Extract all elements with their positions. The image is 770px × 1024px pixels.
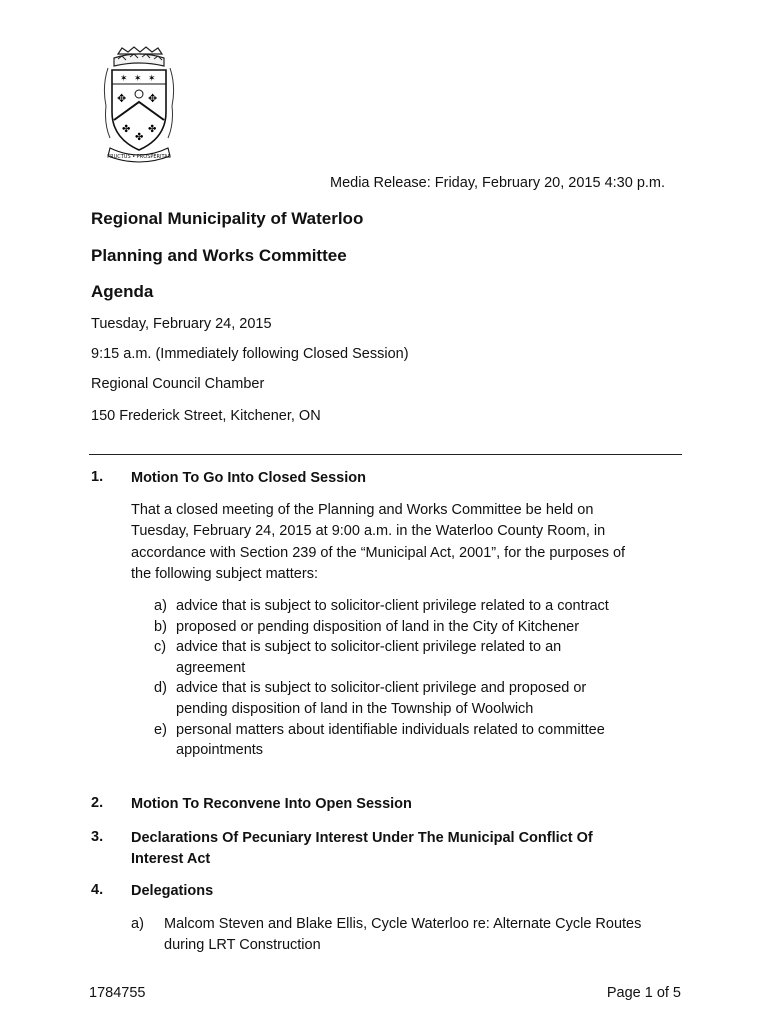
- list-item-text: advice that is subject to solicitor-client privilege related to an agreement: [176, 639, 562, 676]
- media-release-line: Media Release: Friday, February 20, 2015 4:30 p.m.: [330, 175, 666, 191]
- svg-text:✥: ✥: [148, 92, 158, 105]
- item-heading: Motion To Reconvene Into Open Session: [131, 796, 412, 812]
- svg-text:✤: ✤: [148, 124, 157, 135]
- delegation-item: [131, 914, 651, 956]
- svg-text:✶: ✶: [134, 74, 142, 84]
- document-type-title: Agenda: [91, 282, 154, 301]
- list-item-label: a): [154, 598, 167, 614]
- list-item-text: advice that is subject to solicitor-client privilege and proposed or pending disposition of land in the Township of Woolwich: [176, 680, 587, 717]
- item-number: 1.: [91, 469, 104, 485]
- item-heading: Delegations: [131, 883, 214, 899]
- section-divider: [89, 454, 682, 455]
- list-item: [154, 678, 624, 719]
- meeting-location: Regional Council Chamber: [91, 376, 265, 392]
- item-body: That a closed meeting of the Planning and Works Committee be held on Tuesday, February 24, 2015 at 9:00 a.m. in the Waterloo County Room, in accordance with Section 239 of the “Municipal Act, 2001”, for the purposes of the following subject matters:: [131, 502, 626, 582]
- svg-text:✤: ✤: [135, 132, 144, 143]
- svg-text:✶: ✶: [120, 74, 128, 84]
- meeting-time: 9:15 a.m. (Immediately following Closed Session): [91, 346, 409, 362]
- item-heading: Declarations Of Pecuniary Interest Under The Municipal Conflict Of Interest Act: [131, 830, 593, 867]
- list-item-label: a): [131, 916, 144, 932]
- item-number: 2.: [91, 795, 104, 811]
- list-item-label: b): [154, 618, 167, 635]
- committee-title: Planning and Works Committee: [91, 246, 347, 265]
- svg-text:✶: ✶: [148, 74, 156, 84]
- list-item: [154, 617, 624, 638]
- closed-session-subject-list: [154, 596, 624, 761]
- item-number: 4.: [91, 882, 104, 898]
- list-item: [154, 637, 624, 678]
- list-item-label: e): [154, 721, 167, 738]
- page-number: Page 1 of 5: [606, 985, 681, 1001]
- document-number: 1784755: [89, 985, 146, 1001]
- item-heading: Motion To Go Into Closed Session: [131, 470, 366, 486]
- regional-crest-logo: [100, 46, 178, 164]
- list-item-label: d): [154, 680, 167, 697]
- list-item: [154, 596, 624, 617]
- list-item-text: proposed or pending disposition of land in the City of Kitchener: [176, 618, 580, 635]
- organization-title: Regional Municipality of Waterloo: [91, 209, 364, 228]
- list-item: [154, 720, 624, 761]
- meeting-date: Tuesday, February 24, 2015: [91, 316, 272, 332]
- svg-text:✥: ✥: [117, 92, 127, 105]
- list-item-text: Malcom Steven and Blake Ellis, Cycle Waterloo re: Alternate Cycle Routes during LRT Construction: [164, 916, 642, 953]
- svg-text:✤: ✤: [122, 124, 131, 135]
- crest-motto: FRUCTUS • PROSPERITAS: [107, 154, 171, 160]
- list-item-label: c): [154, 639, 167, 656]
- item-number: 3.: [91, 829, 104, 845]
- list-item-text: advice that is subject to solicitor-client privilege related to a contract: [176, 598, 609, 614]
- list-item-text: personal matters about identifiable individuals related to committee appointments: [176, 721, 605, 759]
- meeting-address: 150 Frederick Street, Kitchener, ON: [91, 408, 321, 424]
